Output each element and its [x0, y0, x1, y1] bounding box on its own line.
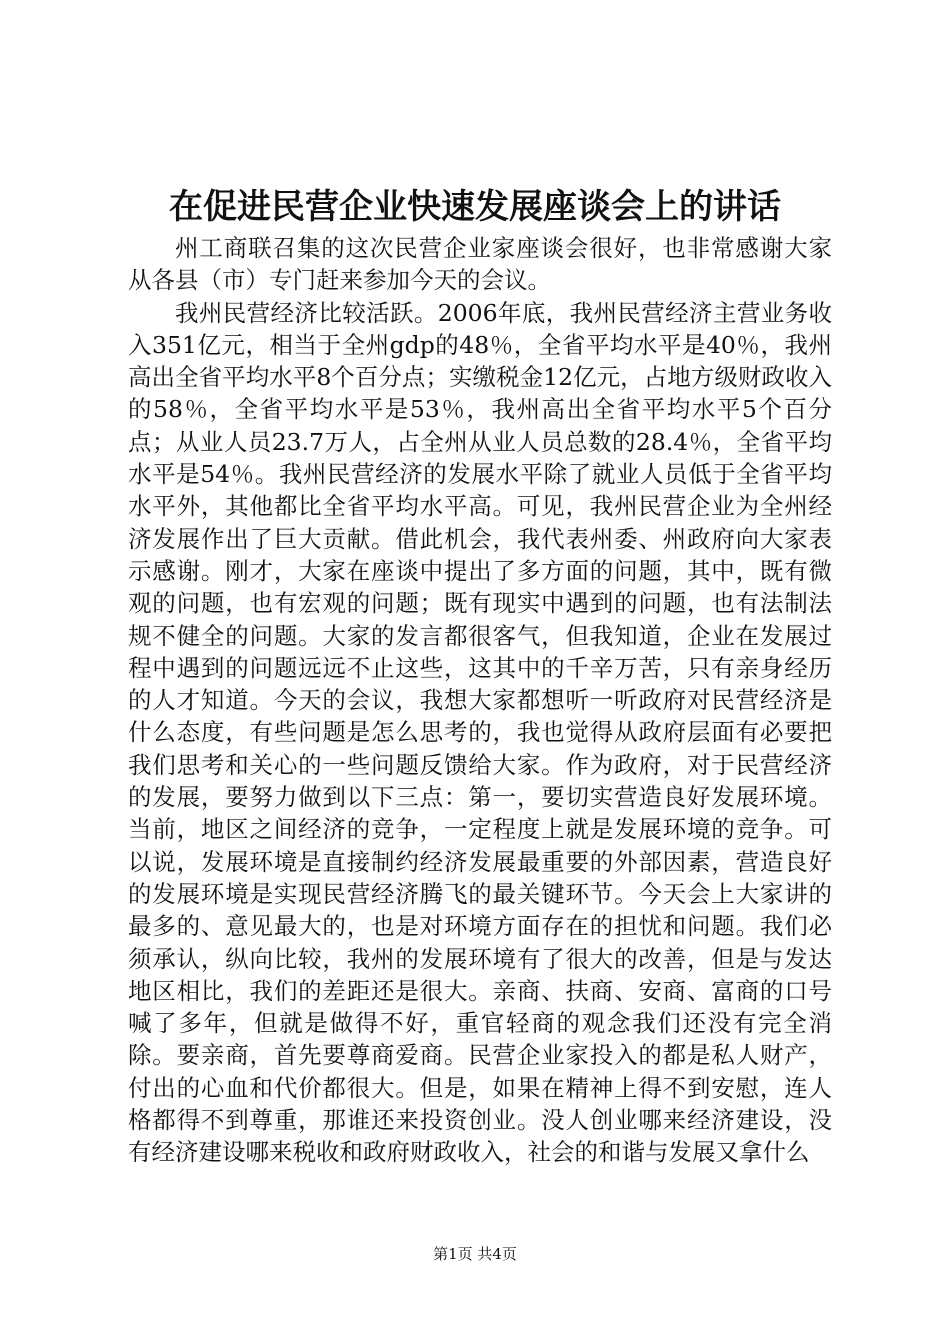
paragraph-opening: 州工商联召集的这次民营企业家座谈会很好，也非常感谢大家从各县（市）专门赶来参加今天的会议。	[128, 234, 832, 295]
document-body	[128, 232, 832, 1169]
document-title: 在促进民营企业快速发展座谈会上的讲话	[169, 187, 781, 227]
paragraph-main: 我州民营经济比较活跃。2006年底，我州民营经济主营业务收入351亿元，相当于全州gdp的48％，全省平均水平是40％，我州高出全省平均水平8个百分点；实缴税金12亿元，占地方级财政收入的58％，全省平均水平是53％，我州高出全省平均水平5个百分点；从业人员23.7万人，占全州从业人员总数的28.4％，全省平均水平是54％。我州民营经济的发展水平除了就业人员低于全省平均水平外，其他都比全省平均水平高。可见，我州民营企业为全州经济发展作出了巨大贡献。借此机会，我代表州委、州政府向大家表示感谢。刚才，大家在座谈中提出了多方面的问题，其中，既有微观的问题，也有宏观的问题；既有现实中遇到的问题，也有法制法规不健全的问题。大家的发言都很客气，但我知道，企业在发展过程中遇到的问题远远不止这些，这其中的千辛万苦，只有亲身经历的人才知道。今天的会议，我想大家都想听一听政府对民营经济是什么态度，有些问题是怎么思考的，我也觉得从政府层面有必要把我们思考和关心的一些问题反馈给大家。作为政府，对于民营经济的发展，要努力做到以下三点：第一，要切实营造良好发展环境。当前，地区之间经济的竞争，一定程度上就是发展环境的竞争。可以说，发展环境是直接制约经济发展最重要的外部因素，营造良好的发展环境是实现民营经济腾飞的最关键环节。今天会上大家讲的最多的、意见最大的，也是对环境方面存在的担忧和问题。我们必须承认，纵向比较，我州的发展环境有了很大的改善，但是与发达地区相比，我们的差距还是很大。亲商、扶商、安商、富商的口号喊了多年，但就是做得不好，重官轻商的观念我们还没有完全消除。要亲商，首先要尊商爱商。民营企业家投入的都是私人财产，付出的心血和代价都很大。但是，如果在精神上得不到安慰，连人格都得不到尊重，那谁还来投资创业。没人创业哪来经济建设，没有经济建设哪来税收和政府财政收入，社会的和谐与发展又拿什么	[128, 298, 832, 1167]
page-number-footer: 第1页 共4页	[433, 1245, 517, 1263]
